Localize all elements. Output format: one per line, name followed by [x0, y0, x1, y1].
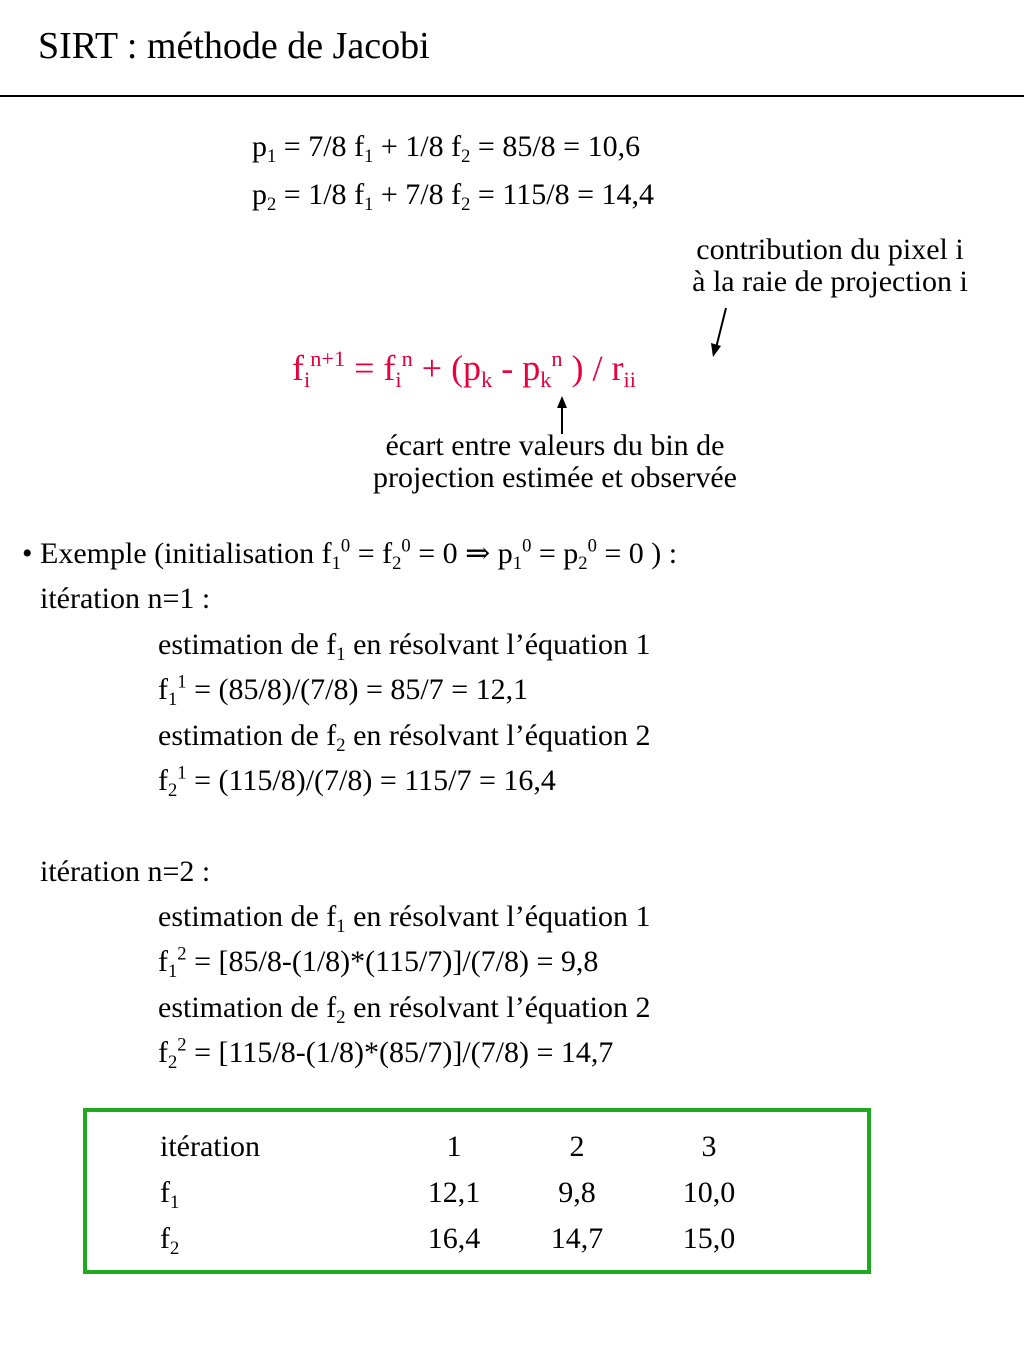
iteration-1-estimate-f2: estimation de $f_2$ en résolvant l’équation 2	[158, 719, 651, 756]
iteration-2-estimate-f1: estimation de $f_1$ en résolvant l’équation 1	[158, 900, 651, 937]
iteration-1-result-f1: $f_1^1 = (85/8)/(7/8) = 85/7 = 12,1$	[158, 671, 529, 710]
ecart-arrow-head	[557, 396, 567, 408]
contribution-note	[650, 234, 1010, 298]
bullet: •	[22, 537, 41, 570]
contribution-line-1: contribution du pixel i	[696, 233, 964, 266]
iteration-2-estimate-f2: estimation de $f_2$ en résolvant l’équation 2	[158, 991, 651, 1028]
ecart-line-1: écart entre valeurs du bin de	[385, 429, 725, 462]
iteration-2-header: itération n=2 :	[40, 855, 211, 888]
ecart-note	[300, 430, 810, 494]
table-cell-f2-iter3: 15,0	[682, 1222, 736, 1255]
sirt-update-formula: $f_i^{n+1} = f_i^n + (p_k - p_k^n$ ) / $r_{ii}$	[292, 346, 636, 393]
table-header-iter-3: 3	[701, 1130, 717, 1163]
contribution-arrow-head	[711, 343, 721, 357]
table-cell-f1-iter2: 9,8	[558, 1176, 596, 1209]
table-cell-f1-iter3: 10,0	[682, 1176, 736, 1209]
table-row-label-f2: $f_2$	[160, 1222, 180, 1259]
contribution-arrow	[716, 308, 726, 348]
table-cell-f2-iter2: 14,7	[550, 1222, 604, 1255]
table-cell-f1-iter1: 12,1	[427, 1176, 481, 1209]
iteration-1-result-f2: $f_2^1 = (115/8)/(7/8) = 115/7 = 16,4$	[158, 762, 556, 801]
table-header-iter-1: 1	[446, 1130, 462, 1163]
equation-p1: $p_1 = 7/8$ $f_1 + 1/8$ $f_2 = 85/8 = 10,6$	[252, 130, 641, 167]
iteration-1-header: itération n=1 :	[40, 582, 211, 615]
example-line: • Exemple (initialisation $f_1^0 = f_2^0 = 0$ ⇒ $p_1^0 = p_2^0 = 0$ ) :	[22, 535, 678, 574]
ecart-line-2: projection estimée et observée	[372, 461, 737, 494]
contribution-line-2: à la raie de projection i	[692, 265, 968, 298]
page-title: SIRT : méthode de Jacobi	[38, 25, 430, 67]
table-row-label-f1: $f_1$	[160, 1176, 180, 1213]
results-table	[83, 1108, 871, 1274]
equation-p2: $p_2 = 1/8$ $f_1 + 7/8$ $f_2 = 115/8 = 14,4$	[252, 178, 654, 215]
table-cell-f2-iter1: 16,4	[427, 1222, 481, 1255]
iteration-2-result-f2: $f_2^2 = [115/8-(1/8)*(85/7)]/(7/8) = 14,7$	[158, 1034, 614, 1073]
title-divider	[0, 95, 1024, 97]
table-header-iter-2: 2	[569, 1130, 585, 1163]
iteration-2-result-f1: $f_1^2 = [85/8-(1/8)*(115/7)]/(7/8) = 9,8$	[158, 943, 599, 982]
iteration-1-estimate-f1: estimation de $f_1$ en résolvant l’équation 1	[158, 628, 651, 665]
table-header-label: itération	[160, 1130, 260, 1163]
